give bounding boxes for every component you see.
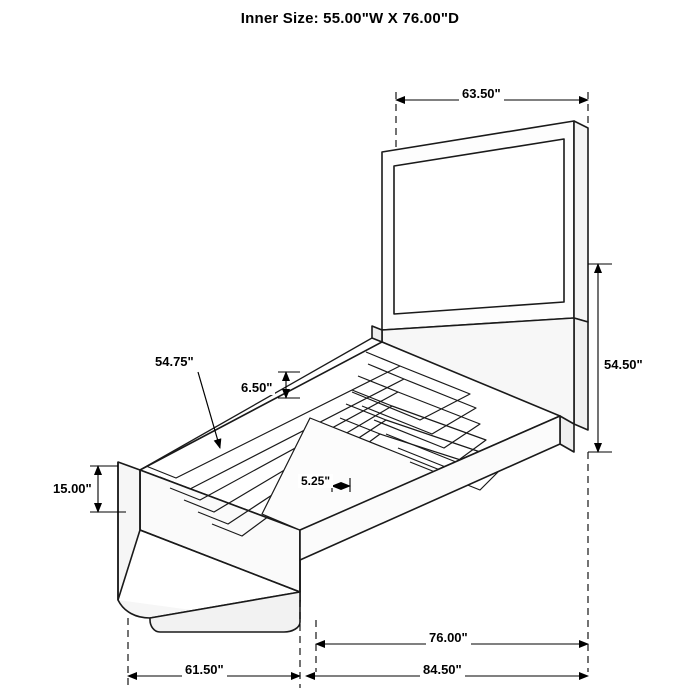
dim-label-top-width: 63.50" [459,86,504,101]
dim-label-headboard-height: 54.50" [604,357,643,372]
dim-label-slat-callout: 54.75" [152,354,197,369]
dim-label-overall-depth: 84.50" [420,662,465,677]
page-title: Inner Size: 55.00"W X 76.00"D [240,10,460,27]
dim-label-slat-gap: 6.50" [238,380,275,395]
dim-label-rail-height: 15.00" [50,481,95,496]
bed-outline [118,121,588,632]
dim-label-inner-depth: 76.00" [426,630,471,645]
dim-label-slat-width: 5.25" [298,474,333,488]
dim-label-side-depth: 61.50" [182,662,227,677]
